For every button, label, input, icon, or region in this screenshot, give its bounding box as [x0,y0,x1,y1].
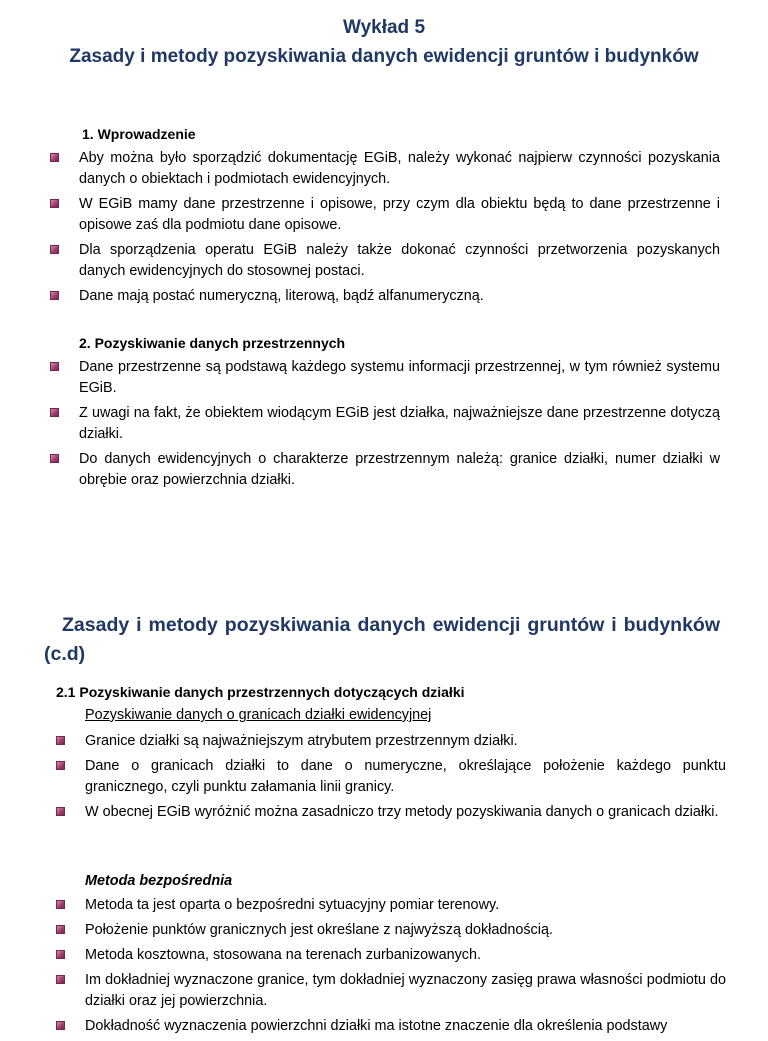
list-item: Dla sporządzenia operatu EGiB należy także dokonać czynności przetworzenia pozyskanych danych ewidencyjnych do stosownej postaci. [50,240,720,282]
square-bullet-icon [50,153,59,162]
square-bullet-icon [56,975,65,984]
section-heading-parcel-data: 2.1 Pozyskiwanie danych przestrzennych dotyczących działki [56,684,465,700]
list-item: Położenie punktów granicznych jest określane z najwyższą dokładnością. [56,920,726,941]
list-item: Z uwagi na fakt, że obiektem wiodącym EGiB jest działka, najważniejsze dane przestrzenne dotyczą działki. [50,403,720,445]
square-bullet-icon [56,900,65,909]
square-bullet-icon [50,454,59,463]
lecture-number: Wykład 5 [342,17,426,38]
sub-heading-parcel-boundaries: Pozyskiwanie danych o granicach działki ewidencyjnej [85,707,432,723]
list-item: Granice działki są najważniejszym atrybutem przestrzennym działki. [56,731,726,752]
square-bullet-icon [56,925,65,934]
square-bullet-icon [56,1021,65,1030]
list-item: W obecnej EGiB wyróżnić można zasadniczo trzy metody pozyskiwania danych o granicach działki. [56,802,726,823]
list-item: Im dokładniej wyznaczone granice, tym dokładniej wyznaczony zasięg prawa własności podmiotu do działki oraz jej powierzchnia. [56,970,726,1012]
square-bullet-icon [56,761,65,770]
list-item: Metoda kosztowna, stosowana na terenach zurbanizowanych. [56,945,726,966]
list-item: Dane przestrzenne są podstawą każdego systemu informacji przestrzennej, w tym również systemu EGiB. [50,357,720,399]
parcel-boundaries-list [56,731,726,827]
introduction-list [50,148,720,311]
list-item: Do danych ewidencyjnych o charakterze przestrzennym należą: granice działki, numer działki w obrębie oraz powierzchnia działki. [50,449,720,491]
square-bullet-icon [50,291,59,300]
square-bullet-icon [50,245,59,254]
spatial-data-list [50,357,720,495]
lecture-subtitle: Zasady i metody pozyskiwania danych ewidencji gruntów i budynków [69,46,699,67]
list-item: Aby można było sporządzić dokumentację EGiB, należy wykonać najpierw czynności pozyskania danych o obiektach i podmiotach ewidencyjnych. [50,148,720,190]
section-heading-spatial-data: 2. Pozyskiwanie danych przestrzennych [79,335,346,351]
square-bullet-icon [56,807,65,816]
list-item: Dane mają postać numeryczną, literową, bądź alfanumeryczną. [50,286,720,307]
square-bullet-icon [50,362,59,371]
square-bullet-icon [50,408,59,417]
method-heading-direct: Metoda bezpośrednia [85,873,233,889]
square-bullet-icon [56,736,65,745]
list-item: Dokładność wyznaczenia powierzchni działki ma istotne znaczenie dla określenia podstawy [56,1016,726,1037]
list-item: Dane o granicach działki to dane o numeryczne, określające położenie każdego punktu granicznego, czyli punktu załamania linii granicy. [56,756,726,798]
lecture-title-block [60,14,708,71]
list-item: Metoda ta jest oparta o bezpośredni sytuacyjny pomiar terenowy. [56,895,726,916]
slide2-title: Zasady i metody pozyskiwania danych ewidencji gruntów i budynków (c.d) [44,614,720,665]
list-item: W EGiB mamy dane przestrzenne i opisowe, przy czym dla obiektu będą to dane przestrzenne i opisowe zaś dla podmiotu dane opisowe. [50,194,720,236]
square-bullet-icon [56,950,65,959]
square-bullet-icon [50,199,59,208]
direct-method-list [56,895,726,1041]
section-heading-introduction: 1. Wprowadzenie [82,126,196,142]
